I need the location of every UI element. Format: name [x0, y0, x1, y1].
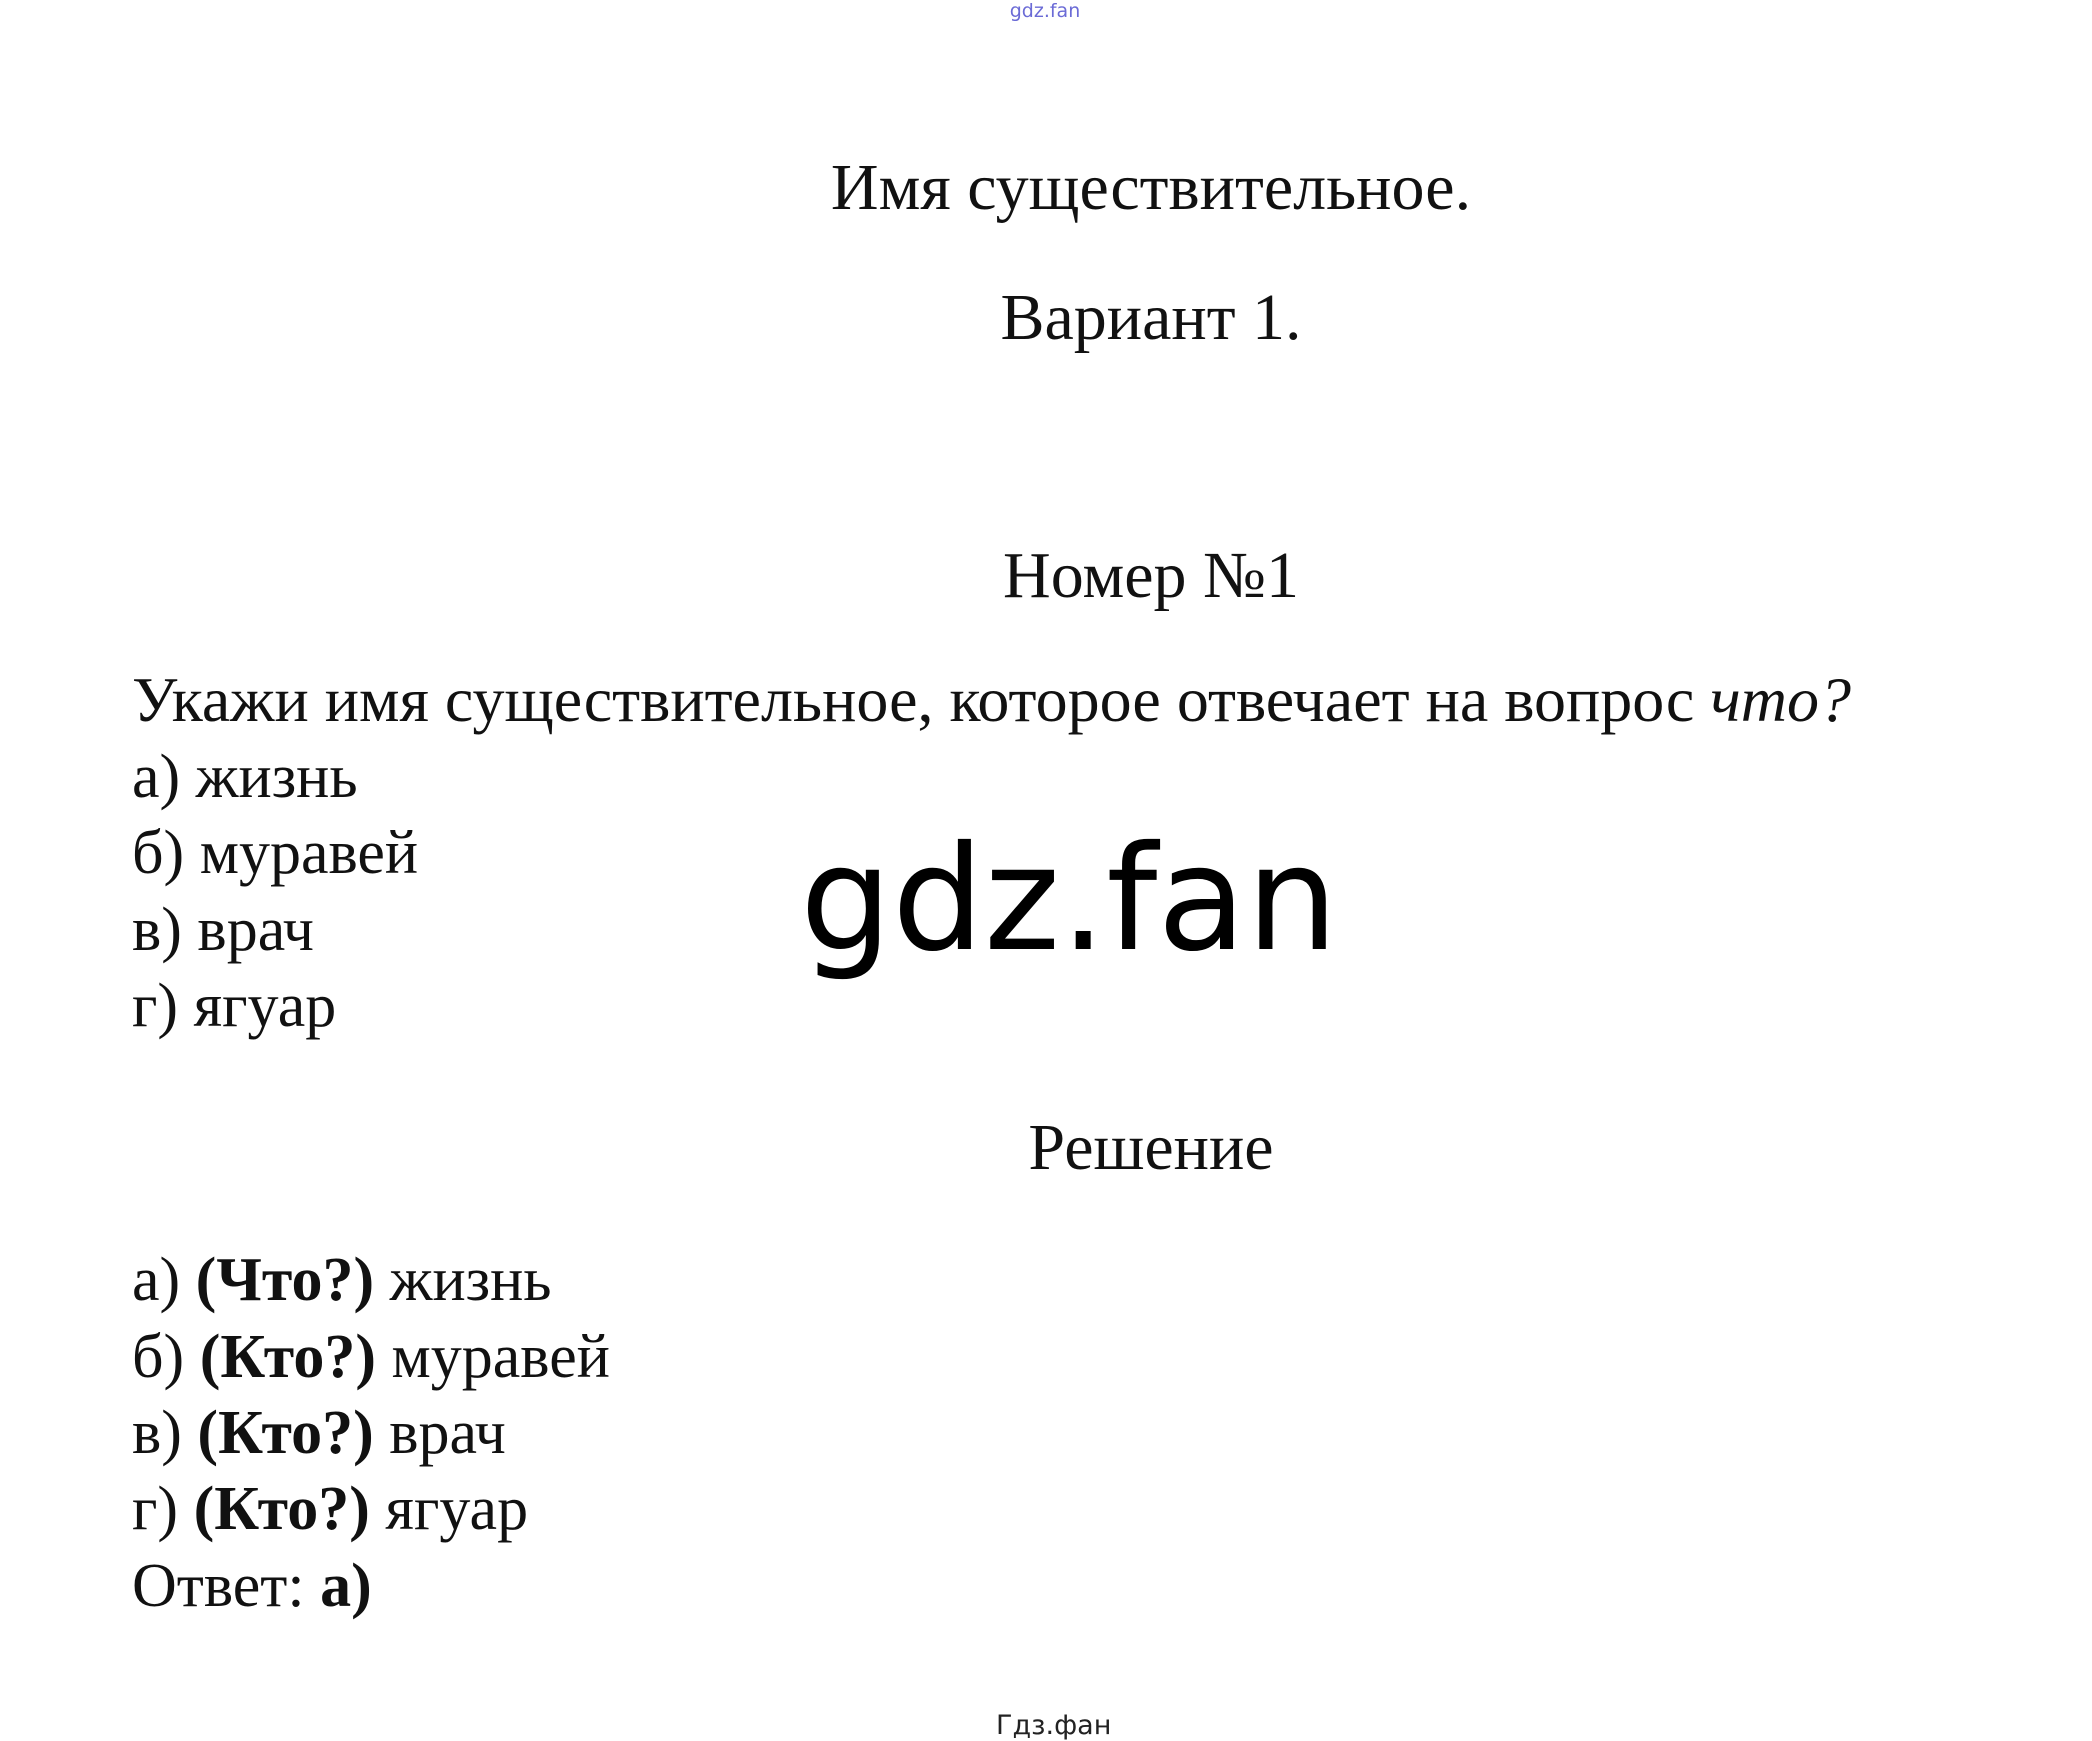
option-letter: г) [132, 972, 179, 1040]
solution-word: муравей [391, 1323, 610, 1391]
solution-letter: б) [132, 1323, 185, 1391]
variant-heading: Вариант 1. [1000, 281, 1302, 354]
bottom-watermark: Гдз.фан [996, 1710, 1112, 1741]
top-watermark: gdz.fan [1009, 0, 1081, 22]
solution-heading: Решение [1028, 1111, 1274, 1184]
solution-word: ягуар [385, 1475, 529, 1543]
solution-question: (Что?) [195, 1246, 375, 1314]
answer-option [132, 742, 358, 813]
final-answer [132, 1551, 372, 1622]
solution-question: (Кто?) [199, 1323, 377, 1391]
option-word: ягуар [193, 972, 337, 1040]
solution-question: (Кто?) [197, 1399, 374, 1467]
answer-value: а) [320, 1552, 372, 1620]
option-word: жизнь [195, 743, 358, 811]
center-watermark: gdz.fan [800, 815, 1339, 984]
answer-option [132, 895, 314, 966]
solution-line [132, 1474, 528, 1545]
question-emphasis: что? [1710, 664, 1851, 735]
answer-option [132, 818, 418, 889]
option-letter: а) [132, 743, 181, 811]
solution-word: жизнь [389, 1246, 552, 1314]
option-letter: в) [132, 896, 182, 964]
option-word: врач [197, 896, 314, 964]
solution-letter: в) [132, 1399, 182, 1467]
solution-question: (Кто?) [193, 1475, 370, 1543]
answer-option [132, 971, 336, 1042]
task-question [132, 663, 1851, 737]
option-letter: б) [132, 819, 185, 887]
solution-word: врач [389, 1399, 506, 1467]
document-title: Имя существительное. [830, 151, 1472, 224]
task-number: Номер №1 [1003, 539, 1299, 612]
solution-letter: а) [132, 1246, 181, 1314]
option-word: муравей [199, 819, 419, 887]
answer-label: Ответ: [132, 1552, 305, 1620]
question-text: Укажи имя существительное, которое отвечает на вопрос [132, 664, 1711, 735]
solution-line [132, 1322, 610, 1393]
solution-line [132, 1398, 506, 1469]
solution-line [132, 1245, 552, 1316]
solution-letter: г) [132, 1475, 179, 1543]
